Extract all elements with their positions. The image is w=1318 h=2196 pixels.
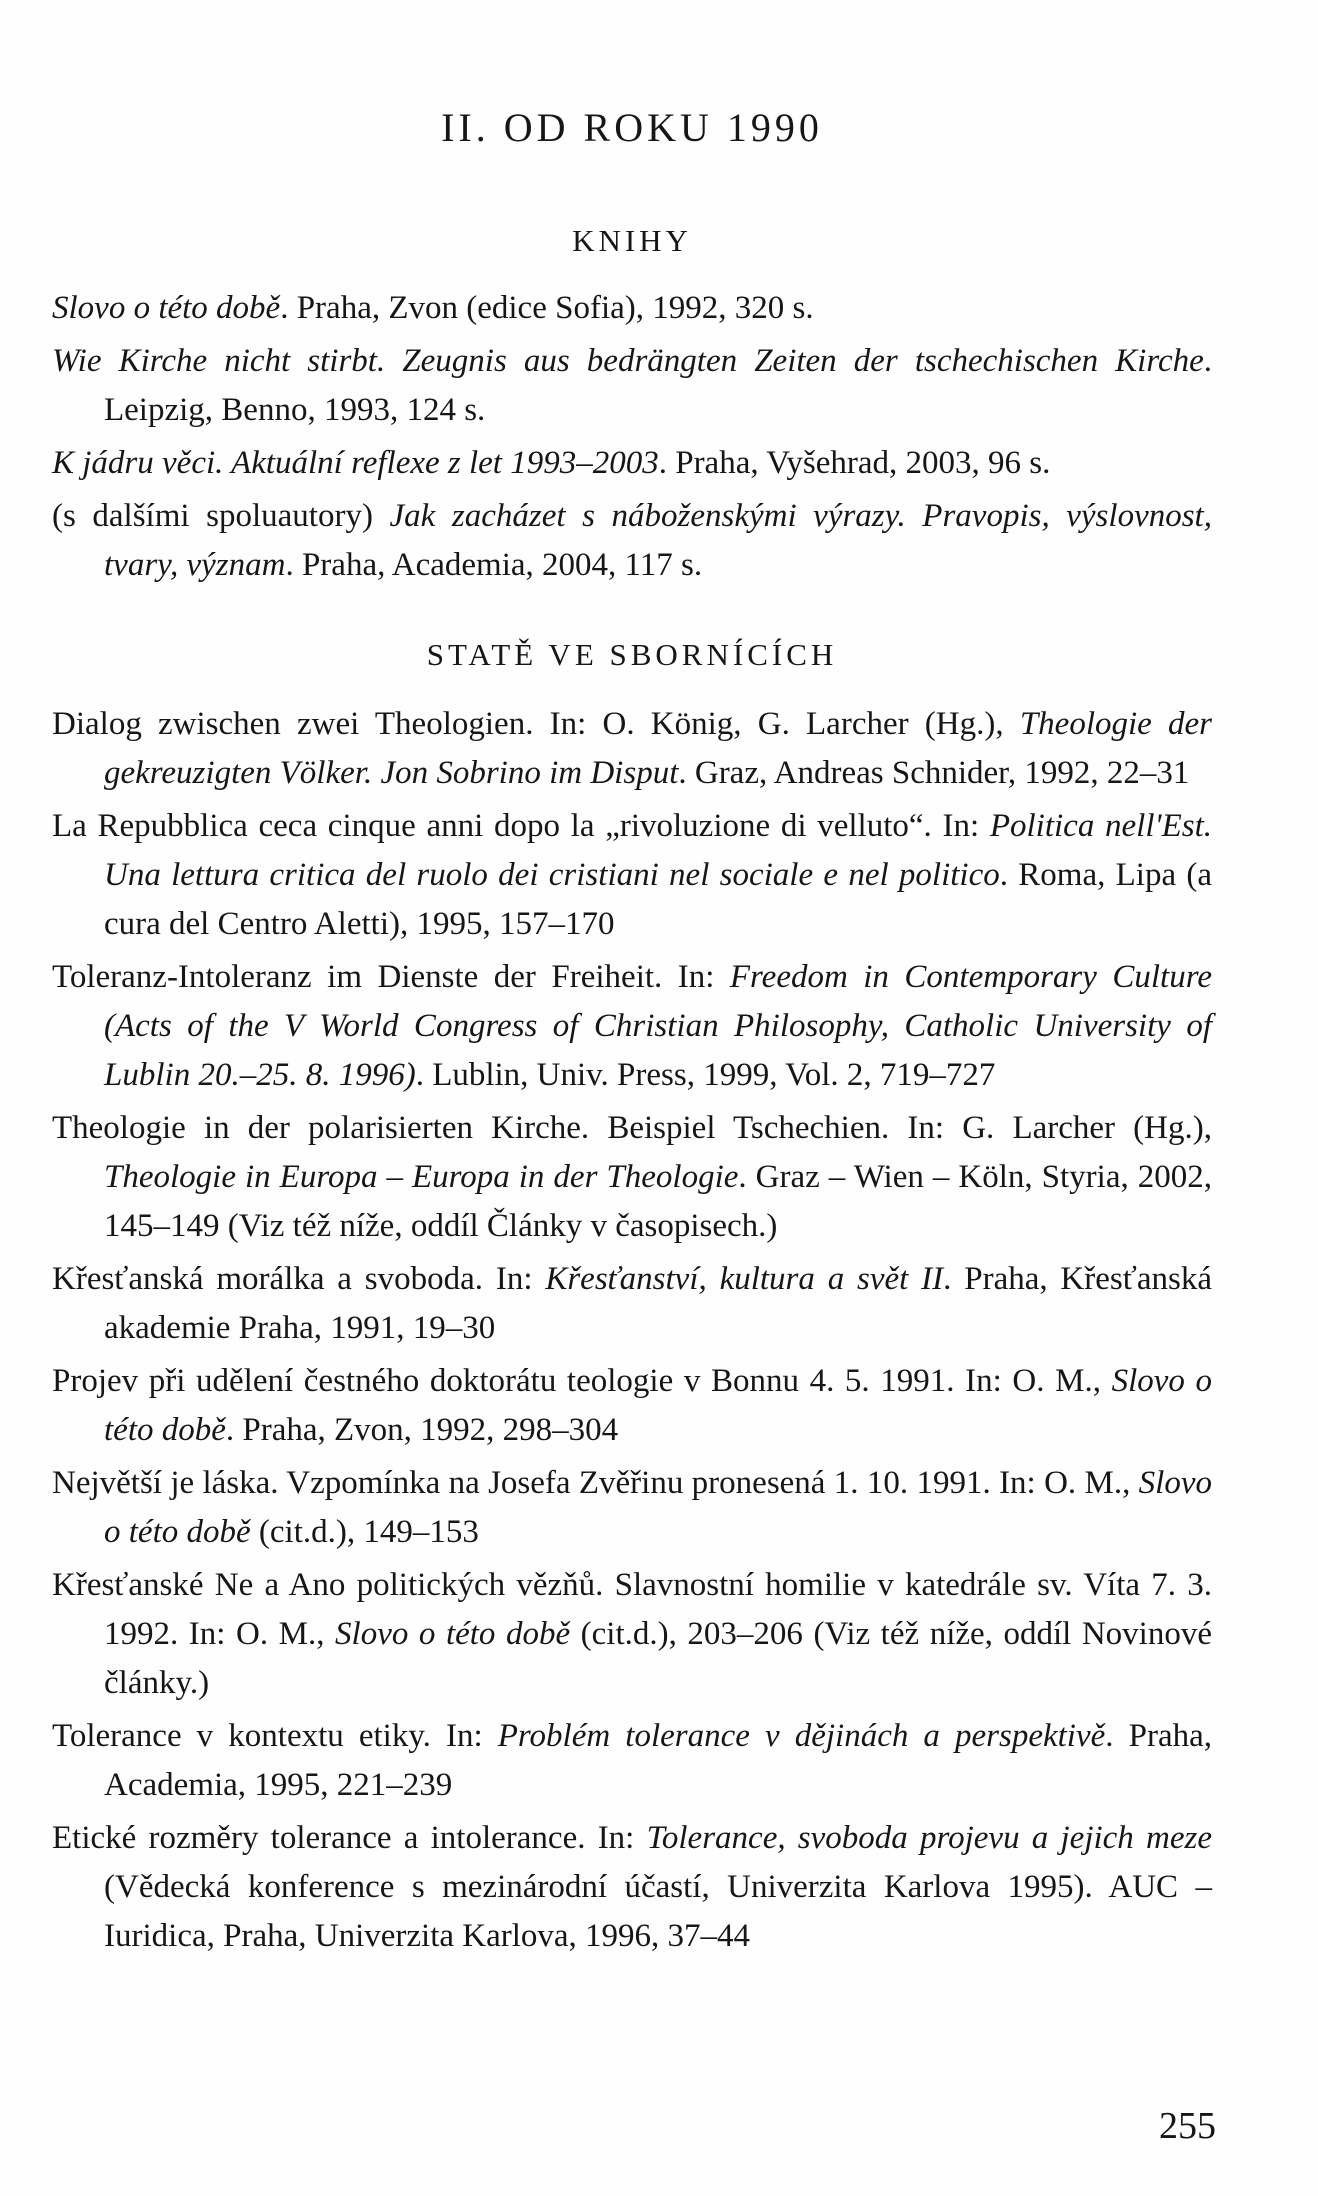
entry-text: Dialog zwischen zwei Theologien. In: O. König, G. Larcher (Hg.), xyxy=(52,706,1020,742)
entry-text: . Leipzig, Benno, 1993, 124 s. xyxy=(104,343,1212,428)
bibliography-entry xyxy=(52,439,1212,488)
bibliography-entry xyxy=(52,1357,1212,1455)
entry-text: Tolerance v kontextu etiky. In: xyxy=(52,1718,498,1754)
entry-title-text: Slovo o této době xyxy=(52,290,281,326)
anthology-articles-list xyxy=(52,700,1212,1961)
entry-title-text: Problém tolerance v dějinách a perspektivě xyxy=(497,1718,1106,1754)
entry-text: Etické rozměry tolerance a intolerance. In: xyxy=(52,1820,647,1856)
bibliography-entry xyxy=(52,953,1212,1100)
page-number: 255 xyxy=(1159,2105,1216,2147)
bibliography-entry xyxy=(52,492,1212,590)
entry-text: Theologie in der polarisierten Kirche. Beispiel Tschechien. In: G. Larcher (Hg.), xyxy=(52,1110,1212,1146)
books-list xyxy=(52,284,1212,590)
entry-text: . Praha, Zvon (edice Sofia), 1992, 320 s. xyxy=(280,290,814,326)
entry-text: . Praha, Zvon, 1992, 298–304 xyxy=(225,1412,619,1448)
bibliography-entry xyxy=(52,802,1212,949)
entry-text: Křesťanské Ne a Ano politických vězňů. Slavnostní homilie v katedrále sv. Víta 7. 3. 1992. In: O. M., xyxy=(52,1567,1212,1652)
entry-text: Toleranz-Intoleranz im Dienste der Freiheit. In: xyxy=(52,959,730,995)
entry-text: . Praha, Academia, 2004, 117 s. xyxy=(285,547,703,583)
entry-text: (s dalšími spoluautory) xyxy=(52,498,390,534)
entry-title-text: Tolerance, svoboda projevu a jejich meze xyxy=(646,1820,1212,1856)
entry-text: (Vědecká konference s mezinárodní účastí, Univerzita Karlova 1995). AUC – Iuridica, Praha, Univerzita Karlova, 1996, 37–44 xyxy=(104,1869,1212,1954)
bibliography-entry xyxy=(52,700,1212,798)
entry-text: (cit.d.), 203–206 (Viz též níže, oddíl Novinové články.) xyxy=(104,1616,1212,1701)
entry-text: . Roma, Lipa (a cura del Centro Aletti), 1995, 157–170 xyxy=(104,857,1213,942)
entry-text: Křesťanská morálka a svoboda. In: xyxy=(52,1261,546,1297)
section-heading-anthology-articles: STATĚ VE SBORNÍCÍCH xyxy=(426,637,838,672)
entry-text: . Graz – Wien – Köln, Styria, 2002, 145–149 (Viz též níže, oddíl Články v časopisech.) xyxy=(104,1159,1212,1244)
page-content xyxy=(52,100,1212,1965)
entry-text: . Praha, Academia, 1995, 221–239 xyxy=(104,1718,1213,1803)
bibliography-entry xyxy=(52,1712,1212,1810)
entry-title-text: Slovo o této době xyxy=(104,1465,1212,1550)
entry-text: (cit.d.), 149–153 xyxy=(250,1514,479,1550)
entry-title-text: Slovo o této době xyxy=(335,1616,571,1652)
bibliography-entry xyxy=(52,1255,1212,1353)
bibliography-entry xyxy=(52,284,1212,333)
entry-text: . Praha, Křesťanská akademie Praha, 1991, 19–30 xyxy=(104,1261,1212,1346)
entry-text: . Lublin, Univ. Press, 1999, Vol. 2, 719–727 xyxy=(415,1057,996,1093)
entry-title-text: Theologie in Europa – Europa in der Theologie xyxy=(104,1159,739,1195)
bibliography-entry xyxy=(52,337,1212,435)
entry-text: La Repubblica ceca cinque anni dopo la „rivoluzione di velluto“. In: xyxy=(52,808,990,844)
bibliography-entry xyxy=(52,1561,1212,1708)
entry-text: Projev při udělení čestného doktorátu teologie v Bonnu 4. 5. 1991. In: O. M., xyxy=(52,1363,1112,1399)
entry-title-text: Theologie der gekreuzigten Völker. Jon Sobrino im Disput xyxy=(104,706,1212,791)
entry-title-text: Křesťanství, kultura a svět II xyxy=(545,1261,944,1297)
section-heading-books: KNIHY xyxy=(572,223,692,258)
entry-title-text: Wie Kirche nicht stirbt. Zeugnis aus bedrängten Zeiten der tschechischen Kirche xyxy=(52,343,1204,379)
entry-title-text: K jádru věci. Aktuální reflexe z let 1993–2003 xyxy=(52,445,659,481)
entry-text: . Praha, Vyšehrad, 2003, 96 s. xyxy=(658,445,1051,481)
entry-title-text: Jak zacházet s náboženskými výrazy. Pravopis, výslovnost, tvary, význam xyxy=(104,498,1212,583)
entry-title-text: Politica nell'Est. Una lettura critica del ruolo dei cristiani nel sociale e nel politico xyxy=(104,808,1212,893)
entry-text: . Graz, Andreas Schnider, 1992, 22–31 xyxy=(678,755,1190,791)
chapter-title: II. OD ROKU 1990 xyxy=(441,105,823,150)
entry-title-text: Slovo o této době xyxy=(104,1363,1212,1448)
bibliography-entry xyxy=(52,1814,1212,1961)
entry-title-text: Freedom in Contemporary Culture (Acts of the V World Congress of Christian Philosophy, Catholic University of Lublin 20.–25. 8. 1996) xyxy=(104,959,1212,1093)
bibliography-entry xyxy=(52,1104,1212,1251)
entry-text: Největší je láska. Vzpomínka na Josefa Zvěřinu pronesená 1. 10. 1991. In: O. M., xyxy=(52,1465,1139,1501)
bibliography-entry xyxy=(52,1459,1212,1557)
